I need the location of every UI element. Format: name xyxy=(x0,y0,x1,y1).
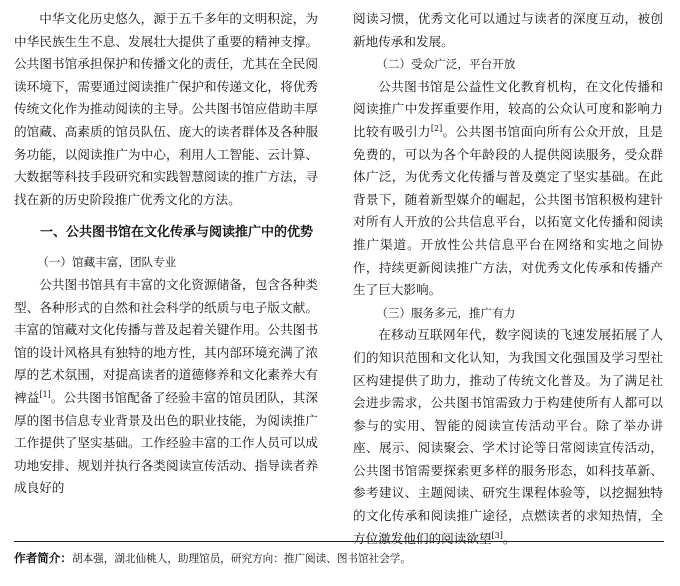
subsection-2-text-b: 。公共图书馆面向所有公众开放，且是免费的，可以为各个年龄段的人提供阅读服务，受众群体广泛，为优秀文化传播与普及奠定了坚实基础。在此背景下，随着新型媒介的崛起，公共图书馆积极构建针对所有人开放的公共信息平台，以拓宽文化传播和阅读推广渠道。开放性公共信息平台在网络和实地之间协作，持续更新阅读推广方法，对优秀文化传承和传播产生了巨大影响。 xyxy=(353,123,664,298)
continued-paragraph: 阅读习惯，优秀文化可以通过与读者的深度互动，被创新地传承和发展。 xyxy=(353,11,663,49)
left-column xyxy=(14,8,318,500)
subsection-1-text-b: 。公共图书馆配备了经验丰富的馆员团队，其深厚的图书信息专业背景及出色的职业技能，为阅读推广工作提供了坚实基础。工作经验丰富的工作人员可以成功地安排、规划并执行各类阅读宣传活动、指导读者养成良好的 xyxy=(14,389,319,496)
right-column xyxy=(353,8,663,550)
subsection-2-paragraph xyxy=(353,76,663,302)
subsection-3-heading: （三）服务多元，推广有力 xyxy=(376,305,516,320)
subsection-2-heading: （二）受众广泛，平台开放 xyxy=(376,57,516,72)
subsection-3-text-a: 在移动互联网年代，数字阅读的飞速发展拓展了人们的知识范围和文化认知，为我国文化强国及学习型社区构建提供了助力，推动了传统文化普及。为了满足社会进步需求，公共图书馆需致力于构建使所有人都可以参与的实用、智能的阅读宣传活动平台。除了举办讲座、展示、阅读聚会、学术讨论等日常阅读宣传活动，公共图书馆需要探索更多样的服务形态，如科技革新、参考建议、主题阅读、研究生课程体验等，以挖掘独特的文化传承和阅读推广途径，点燃读者的求知热情，全方位激发他们的阅读欲望 xyxy=(353,327,663,546)
section-heading: 一、公共图书馆在文化传承与阅读推广中的优势 xyxy=(40,225,314,241)
subsection-2-text-a: 公共图书馆是公益性文化教育机构，在文化传播和阅读推广中发挥重要作用，较高的公众认可度和影响力比较有吸引力 xyxy=(353,78,663,139)
subsection-1-paragraph xyxy=(14,274,318,500)
footnote-divider xyxy=(14,541,664,542)
author-info: 胡本强，湖北仙桃人，助理馆员，研究方向：推广阅读、图书馆社会学。 xyxy=(71,553,411,565)
author-footnote xyxy=(14,548,664,569)
subsection-1-heading: （一）馆藏丰富，团队专业 xyxy=(37,255,177,270)
subsection-3-paragraph xyxy=(353,324,663,550)
author-label: 作者简介： xyxy=(14,551,72,565)
subsection-3-text-b: 。 xyxy=(502,530,516,546)
intro-paragraph: 中华文化历史悠久，源于五千多年的文明积淀，为中华民族生生不息、发展壮大提供了重要的精神支撑。公共图书馆承担保护和传播文化的责任，尤其在全民阅读环境下，需要通过阅读推广保护和传递文化，将优秀传统文化作为推动阅读的主导。公共图书馆应借助丰厚的馆藏、高素质的馆员队伍、庞大的读者群体及各种服务功能，以阅读推广为中心，利用人工智能、云计算、大数据等科技手段研究和实践智慧阅读的推广方法，寻找在新的历史阶段推广优秀文化的方法。 xyxy=(14,11,318,207)
citation-3: [3] xyxy=(491,530,503,540)
subsection-1-text-a: 公共图书馆具有丰富的文化资源储备，包含各种类型、各种形式的自然和社会科学的纸质与电子版文献。丰富的馆藏对文化传播与普及起着关键作用。公共图书馆的设计风格具有独特的地方性，其内部环境充满了浓厚的艺术氛围，对提高读者的道德修养和文化素养大有裨益 xyxy=(14,276,318,405)
citation-2: [2] xyxy=(430,123,443,133)
citation-1: [1] xyxy=(39,389,51,399)
